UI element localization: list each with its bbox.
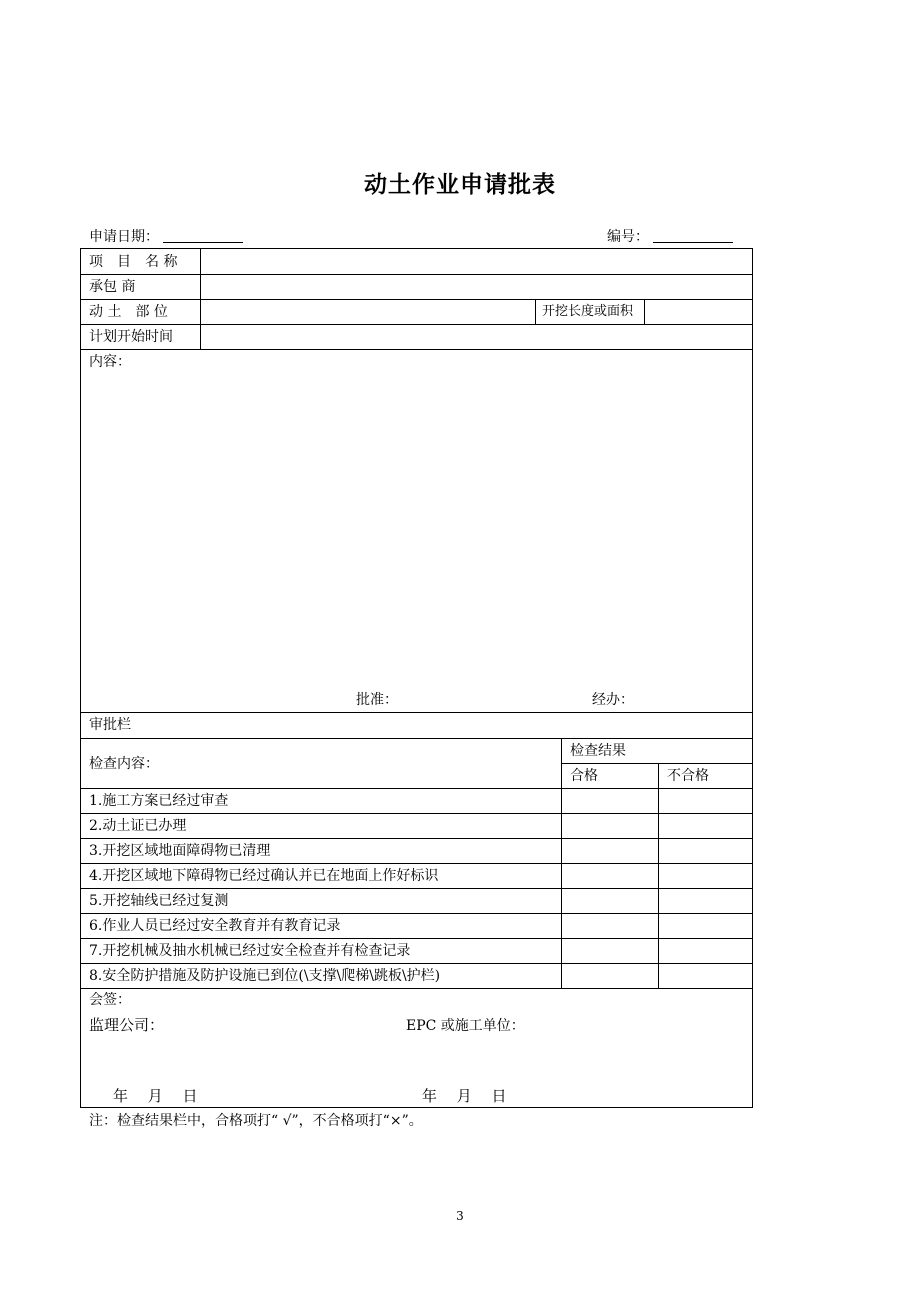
column-divider (658, 763, 659, 988)
application-date-blank[interactable] (163, 228, 243, 243)
row-divider (81, 888, 752, 889)
application-table (80, 248, 753, 1108)
row-divider (81, 963, 752, 964)
epc-sign-date: 年 月 日 (422, 1087, 507, 1105)
epc-contractor-label: EPC 或施工单位： (406, 1018, 525, 1034)
checklist-item: 4.开挖区域地下障碍物已经过确认并已在地面上作好标识 (89, 868, 439, 884)
form-number-field (607, 227, 733, 247)
row-divider (81, 813, 752, 814)
checklist-item: 8.安全防护措施及防护设施已到位(\支撑\爬梯\跳板\护栏) (89, 968, 441, 984)
form-number-label: 编号： (607, 229, 649, 245)
form-title: 动土作业申请批表 (364, 172, 556, 198)
row-divider (81, 938, 752, 939)
row-divider (81, 349, 752, 350)
excavation-size-label: 开挖长度或面积 (542, 304, 634, 319)
pass-column-header: 合格 (570, 768, 598, 784)
column-divider (644, 299, 645, 324)
column-divider (535, 299, 536, 324)
row-divider (81, 274, 752, 275)
checklist-item: 3.开挖区域地面障碍物已清理 (89, 843, 271, 859)
approver-label: 批准： (356, 692, 398, 708)
contractor-label: 承包 商 (89, 279, 136, 295)
row-divider (81, 738, 752, 739)
row-divider (561, 763, 752, 764)
supervisor-company-label: 监理公司： (89, 1016, 165, 1034)
handler-label: 经办： (592, 692, 634, 708)
checklist-item: 2.动土证已办理 (89, 818, 187, 834)
column-divider (561, 738, 562, 988)
row-divider (81, 838, 752, 839)
row-divider (81, 913, 752, 914)
application-date-label: 申请日期： (89, 229, 159, 245)
supervisor-sign-date: 年 月 日 (113, 1087, 198, 1105)
column-divider (200, 249, 201, 349)
row-divider (81, 788, 752, 789)
checklist-item: 1.施工方案已经过审查 (89, 793, 229, 809)
application-date-field (89, 227, 243, 247)
approval-section-label: 审批栏 (89, 717, 131, 733)
row-divider (81, 324, 752, 325)
row-divider (81, 712, 752, 713)
planned-start-time-label: 计划开始时间 (89, 329, 173, 345)
countersign-label: 会签： (89, 992, 131, 1008)
page-number: 3 (456, 1209, 464, 1223)
row-divider (81, 988, 752, 989)
checklist-item: 7.开挖机械及抽水机械已经过安全检查并有检查记录 (89, 943, 411, 959)
checklist-item: 6.作业人员已经过安全教育并有教育记录 (89, 918, 341, 934)
check-result-label: 检查结果 (570, 743, 626, 759)
form-note: 注：检查结果栏中，合格项打“ √”，不合格项打“×”。 (89, 1113, 423, 1129)
project-name-label: 项 目 名 称 (89, 254, 178, 270)
check-content-label: 检查内容： (89, 756, 159, 772)
content-label: 内容： (89, 354, 131, 370)
row-divider (81, 863, 752, 864)
checklist-item: 5.开挖轴线已经过复测 (89, 893, 229, 909)
fail-column-header: 不合格 (667, 768, 709, 784)
excavation-location-label: 动 土 部 位 (89, 304, 168, 320)
row-divider (81, 299, 752, 300)
form-number-blank[interactable] (653, 228, 733, 243)
